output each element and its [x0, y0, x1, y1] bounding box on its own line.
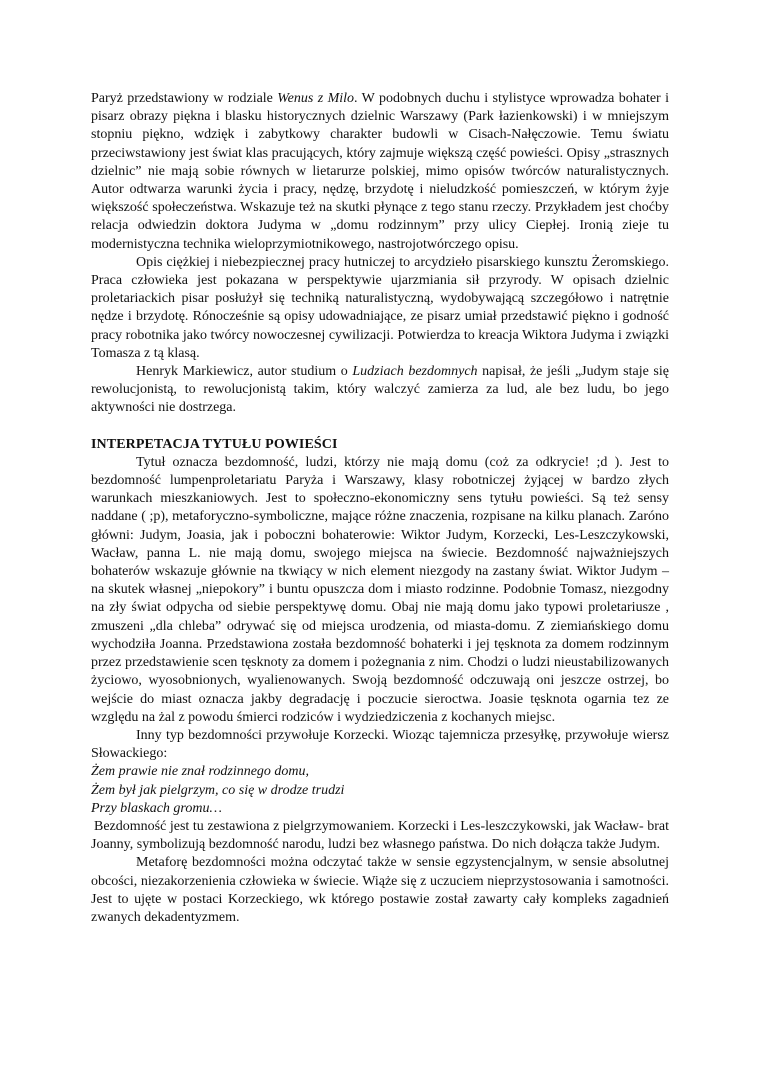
verse-line: Żem prawie nie znał rodzinnego domu,: [91, 764, 310, 780]
paragraph-pilgrimage: Bezdomność jest tu zestawiona z pielgrzymowaniem. Korzecki i Les-leszczykowski, jak Wacław- brat Joanny, symbolizują bezdomność narodu, ludzi bez własnego państwa. Do nich dołącza także Judym.: [91, 818, 669, 853]
section-heading: INTERPETACJA TYTUŁU POWIEŚCI: [91, 436, 338, 452]
paragraph-text: Paryż przedstawiony w rodziale: [91, 91, 278, 106]
verse-quote: [91, 763, 669, 818]
document-page: [91, 90, 669, 927]
paragraph-korzecki: Inny typ bezdomności przywołuje Korzecki. Wioząc tajemnicza przesyłkę, przywołuje wiersz Słowackiego:: [91, 727, 669, 762]
verse-line: Przy blaskach gromu…: [91, 800, 222, 816]
book-title-italic: Ludziach bezdomnych: [352, 364, 478, 380]
book-title-italic: Wenus z Milo: [277, 91, 355, 106]
paragraph-paris: [91, 90, 669, 254]
paragraph-markiewicz: [91, 363, 669, 418]
paragraph-text: . W podobnych duchu i stylistyce wprowadza bohater i pisarz obrazy piękna i blasku historycznych dzielnic Warszawy (Park łazienkowski) i w mniejszym stopniu piękno, wdzięk i zabytkowy charakter budowli w Cisach-Nałęczowie. Temu światu przeciwstawiony jest świat klas pracujących, który zajmuje większą część powieści. Opisy „strasznych dzielnic” nie mają sobie równych w lietarurze polskiej, mimo opisów twórców naturalistycznych. Autor odtwarza warunki życia i pracy, nędzę, brzydotę i nieludzkość pomieszczeń, w którym żyje większość społeczeństwa. Wskazuje też na skutki płynące z tego stanu rzeczy. Przykładem jest choćby relacja odwiedzin doktora Judyma w „domu rodzinnym” przy ulicy Ciepłej. Ironią zieje tu modernistyczna technika wieloprzymiotnikowego, nastrojotwórczego opisu.: [91, 91, 669, 252]
paragraph-existential: Metaforę bezdomności można odczytać także w sensie egzystencjalnym, w sensie absolutnej obcości, niezakorzenienia człowieka w świecie. Wiąże się z uczuciem nieprzystosowania i samotności. Jest to ujęte w postaci Korzeckiego, wk którego postawie został zawarty cały kompleks zagadnień zwanych dekadentyzmem.: [91, 855, 669, 925]
paragraph-title-meaning: Tytuł oznacza bezdomność, ludzi, którzy nie mają domu (coż za odkrycie! ;d ). Jest to bezdomność lumpenproletariatu Paryża i Warszawy, klasy robotniczej żyjącej w bardzo złych warunkach mieszkaniowych. Jest to społeczno-ekonomiczny sens tytułu powieści. Są też sensy naddane ( ;p), metaforyczno-symboliczne, mające różne znaczenia, rozpisane na kilku planach. Zaróno główni: Judym, Joasia, jak i poboczni bohaterowie: Wiktor Judym, Korzecki, Les-Leszczykowski, Wacław, panna L. nie mają domu, swojego miejsca na świecie. Bezdomność najważniejszych bohaterów wskazuje głównie na tkwiący w nich element niezgody na zastany świat. Wiktor Judym – na skutek własnej „niepokory” i buntu opuszcza dom i miasto rodzinne. Podobnie Tomasz, niezgodny na zły świat odpycha od siebie perspektywę domu. Obaj nie mają domu jako typowi proletariusze , zmuszeni „dla chleba” odrywać się od miejsca urodzenia, od miasta-domu. Z ziemiańskiego domu wychodziła Joanna. Przedstawiona została bezdomność bohaterki i jej tęsknota za domem rodzinnym przez przedstawienie scen tęsknoty za domem i pożegnania z nim. Chodzi o ludzi nieustabilizowanych życiowo, wyosobnionych, wyalienowanych. Swoją bezdomność odczuwają oni jeszcze ostrzej, bo wejście do miast oznacza jakby degradację i poczucie sieroctwa. Joasie tęsknota ogarnia tez ze względu na żal z powodu śmierci rodziców i wydziedziczenia z kochanych miejsc.: [91, 454, 669, 725]
paragraph-text: Henryk Markiewicz, autor studium o: [136, 364, 353, 380]
verse-line: Żem był jak pielgrzym, co się w drodze trudzi: [91, 782, 345, 798]
paragraph-text: napisał, że jeśli „Judym staje się rewolucjonistą, to rewolucjonistą takim, który walczyć zamierza za lud, ale bez ludu, bo jego aktywności nie dostrzega.: [91, 364, 669, 416]
paragraph-steelwork: Opis ciężkiej i niebezpiecznej pracy hutniczej to arcydzieło pisarskiego kunsztu Żeromskiego. Praca człowieka jest pokazana w perspektywie ujarzmiania sił przyrody. W opisach dzielnic proletariackich pisar posłużył się techniką naturalistyczną, wydobywającą szczegółowo i natrętnie nędze i brzydotę. Rónocześnie są opisy udowadniające, ze pisarz umiał przedstawić piękno i godność pracy robotnika jako twórcy nowoczesnej cywilizacji. Potwierdza to kreacja Wiktora Judyma i związki Tomasza z tą klasą.: [91, 254, 669, 361]
